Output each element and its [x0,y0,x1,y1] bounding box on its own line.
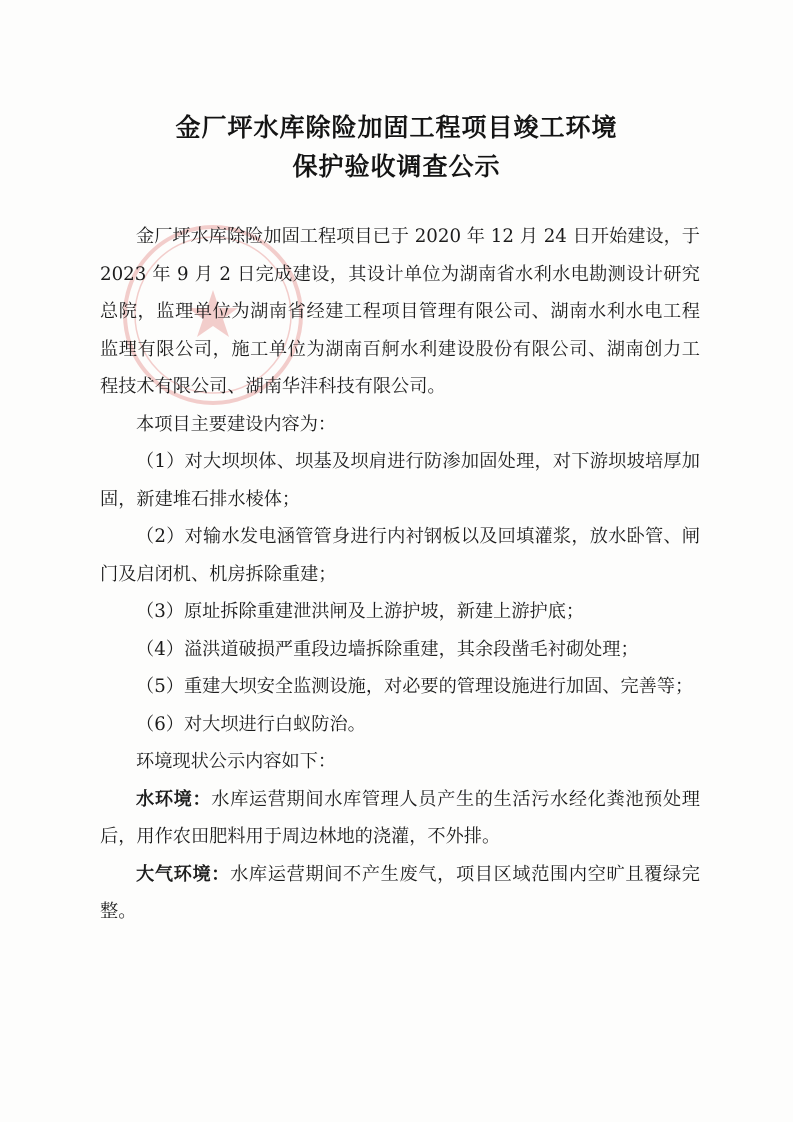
paragraph-content-heading: 本项目主要建设内容为： [136,413,337,435]
air-label: 大气环境： [136,863,231,885]
page-title-line-2: 保护验收调查公示 [292,152,501,181]
list-item-5: （5）重建大坝安全监测设施，对必要的管理设施进行加固、完善等； [136,676,694,697]
list-item-6: （6）对大坝进行白蚁防治。 [136,713,366,735]
water-text: 水库运营期间水库管理人员产生的生活污水经化粪池预处理后，用作农田肥料用于周边林地的浇灌，不外排。 [100,788,700,847]
page-title-line-1: 金厂坪水库除险加固工程项目竣工环境 [175,113,618,142]
list-item-4: （4）溢洪道破损严重段边墙拆除重建，其余段凿毛衬砌处理； [136,638,639,660]
list-item-3: （3）原址拆除重建泄洪闸及上游护坡，新建上游护底； [136,601,585,622]
list-item-1: （1）对大坝坝体、坝基及坝肩进行防渗加固处理，对下游坝坡培厚加固，新建堆石排水棱体； [100,451,700,510]
paragraph-water [100,781,700,856]
paragraph-env-heading: 环境现状公示内容如下： [136,751,337,772]
air-text: 水库运营期间不产生废气，项目区域范围内空旷且覆绿完整。 [100,863,700,922]
paragraph-intro: 金厂坪水库除险加固工程项目已于 2020 年 12 月 24 日开始建设，于 2023 年 9 月 2 日完成建设，其设计单位为湖南省水利水电勘测设计研究总院，监理单位为湖南省经建工程项目管理有限公司、湖南水利水电工程监理有限公司，施工单位为湖南百舸水利建设股份有限公司、湖南创力工程技术有限公司、湖南华沣科技有限公司。 [100,226,700,397]
list-item-2: （2）对输水发电涵管管身进行内衬钢板以及回填灌浆，放水卧管、闸门及启闭机、机房拆除重建； [100,526,700,585]
document-body [100,218,700,931]
paragraph-air [100,856,700,931]
water-label: 水环境： [136,788,212,810]
